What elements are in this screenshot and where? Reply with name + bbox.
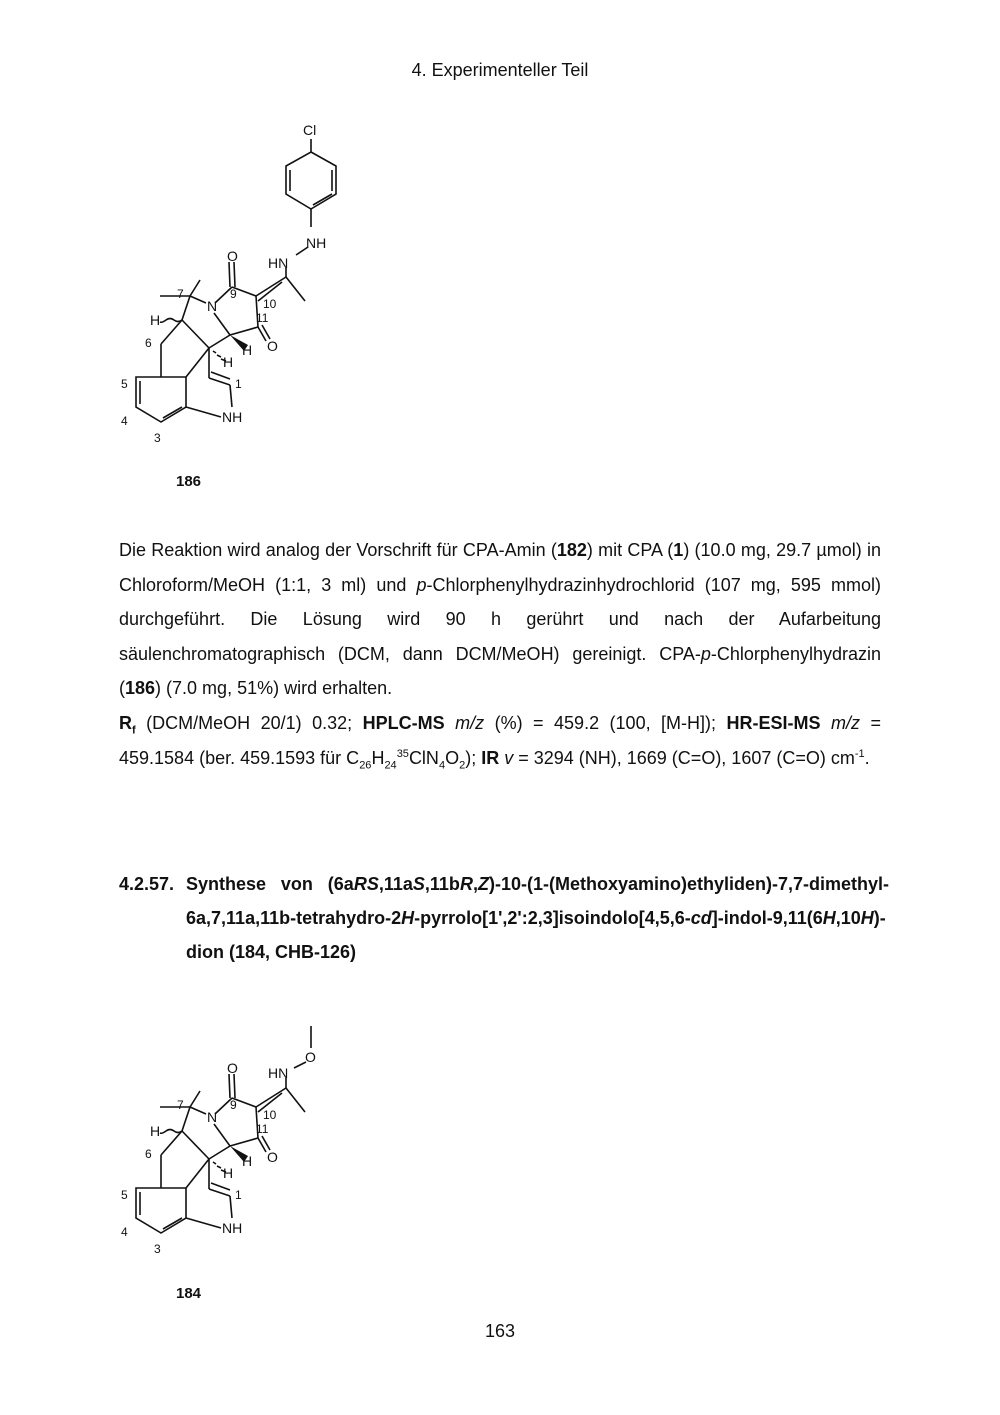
chemical-structure-186-drawing	[110, 115, 350, 450]
locant-11: 11	[256, 1122, 269, 1136]
locant-6: 6	[145, 1147, 152, 1161]
procedure-paragraph: Die Reaktion wird analog der Vorschrift für CPA-Amin (182) mit CPA (1) (10.0 mg, 29.7 µmol) in Chloroform/MeOH (1:1, 3 ml) und p-Chlorphenylhydrazinhydrochlorid (107 mg, 595 mmol) durchgeführt. Die Lösung wird 90 h gerührt und nach der Aufarbeitung säulenchromatographisch (DCM, dann DCM/MeOH) gereinigt. CPA-p-Chlorphenylhydrazin (186) (7.0 mg, 51%) wird erhalten.	[119, 540, 881, 698]
section-title: Synthese von (6aRS,11aS,11bR,Z)-10-(1-(Methoxyamino)ethyliden)-7,7-dimethyl-6a,7,11a,11b-tetrahydro-2H-pyrrolo[1',2':2,3]isoindolo[4,5,6-cd]-indol-9,11(6H,10H)-dion (184, CHB-126)	[186, 874, 889, 962]
locant-1: 1	[235, 1188, 242, 1202]
running-header: 4. Experimenteller Teil	[411, 60, 589, 80]
atom-nh-indole: NH	[222, 409, 243, 425]
locant-5: 5	[121, 1188, 128, 1202]
atom-o-methoxy: O	[305, 1049, 316, 1065]
locant-11: 11	[256, 311, 269, 325]
atom-o11: O	[267, 338, 278, 354]
locant-9: 9	[230, 287, 237, 301]
page-number: 163	[484, 1321, 516, 1341]
locant-10: 10	[263, 297, 277, 311]
locant-6: 6	[145, 336, 152, 350]
atom-n: N	[207, 298, 218, 314]
atom-h-6a: H	[150, 1123, 161, 1139]
locant-10: 10	[263, 1108, 277, 1122]
analytics-paragraph: $R_f$ (DCM/MeOH 20/1) 0.32; HPLC-MS m/z (%) = 459.2 (100, [M-H]); HR-ESI-MS m/z = 459.1584 (ber. 459.1593 für $C_{26}H_{24}^{35}ClN_4O_2$); IR v = 3294 (NH), 1669 (C=O), 1607 (C=O) $cm^{-1}$.	[119, 713, 881, 772]
locant-3: 3	[154, 431, 161, 445]
chemical-structure-184-drawing	[110, 1018, 350, 1263]
locant-3: 3	[154, 1242, 161, 1256]
atom-o9: O	[227, 1060, 238, 1076]
locant-9: 9	[230, 1098, 237, 1112]
atom-hn: HN	[268, 255, 289, 271]
structure-184	[110, 1018, 350, 1263]
atom-h-6a: H	[150, 312, 161, 328]
locant-4: 4	[121, 414, 128, 428]
atom-cl: Cl	[303, 122, 317, 138]
section-number: 4.2.57.	[119, 874, 175, 894]
structure-186	[110, 115, 350, 450]
atom-h-11b: H	[223, 1165, 234, 1181]
atom-hn: HN	[268, 1065, 289, 1081]
section-heading	[119, 867, 889, 969]
atom-h-11a: H	[242, 1153, 253, 1169]
compound-label-186: 186	[176, 473, 202, 490]
atom-h-11a: H	[242, 342, 253, 358]
locant-5: 5	[121, 377, 128, 391]
locant-7: 7	[177, 287, 184, 301]
locant-1: 1	[235, 377, 242, 391]
locant-4: 4	[121, 1225, 128, 1239]
atom-o11: O	[267, 1149, 278, 1165]
compound-label-184: 184	[176, 1285, 202, 1302]
atom-nh: NH	[306, 235, 327, 251]
locant-7: 7	[177, 1098, 184, 1112]
atom-n: N	[207, 1109, 218, 1125]
atom-o9: O	[227, 248, 238, 264]
atom-nh-indole: NH	[222, 1220, 243, 1236]
atom-h-11b: H	[223, 354, 234, 370]
